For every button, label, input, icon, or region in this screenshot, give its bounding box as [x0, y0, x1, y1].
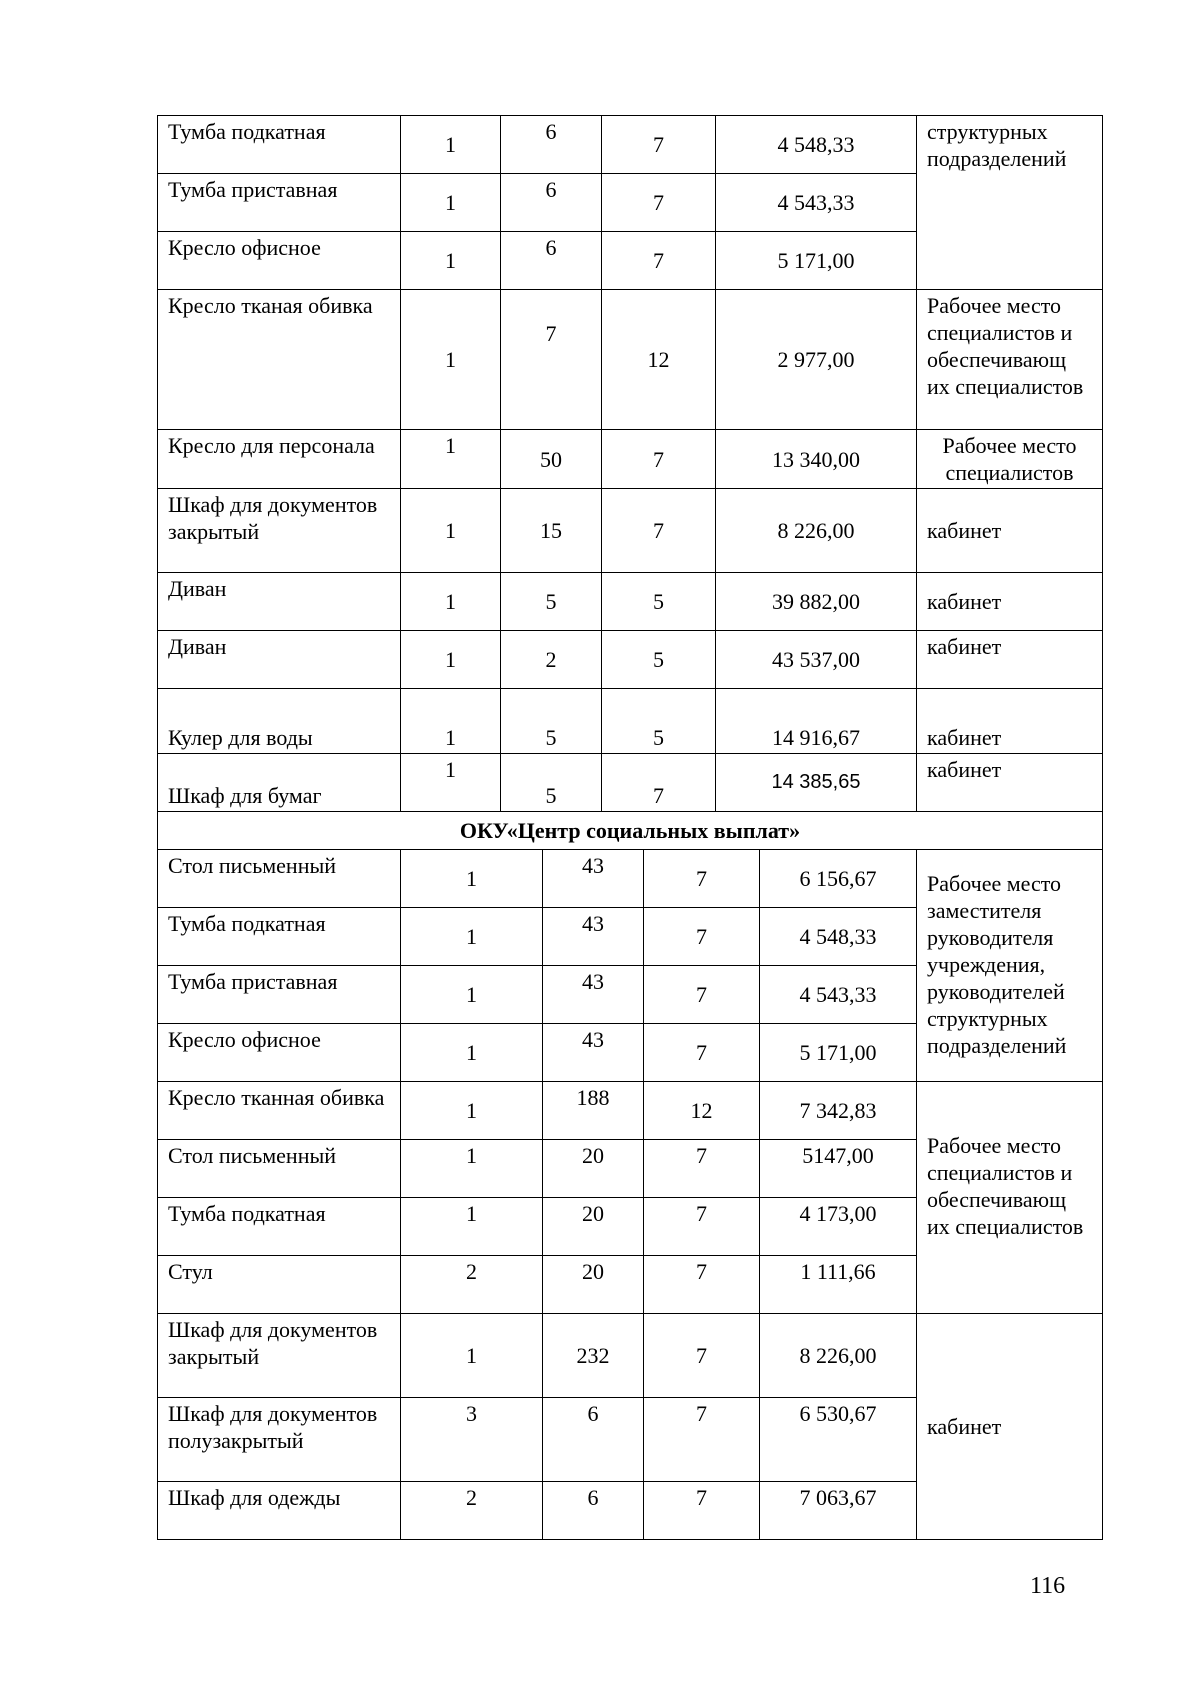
count: 6 [501, 174, 602, 232]
price: 4 173,00 [760, 1198, 917, 1256]
count: 43 [543, 908, 644, 966]
quantity: 3 [401, 1398, 543, 1482]
service-years: 5 [602, 631, 716, 689]
price: 8 226,00 [716, 489, 917, 573]
price: 5 171,00 [716, 232, 917, 290]
count: 6 [501, 232, 602, 290]
price: 5147,00 [760, 1140, 917, 1198]
count: 5 [501, 754, 602, 812]
item-name: Кресло для персонала [158, 430, 401, 489]
service-years: 7 [644, 1198, 760, 1256]
item-name: Тумба подкатная [158, 1198, 401, 1256]
page-number: 116 [1030, 1573, 1066, 1599]
quantity: 1 [401, 290, 501, 430]
quantity: 1 [401, 1314, 543, 1398]
count: 20 [543, 1140, 644, 1198]
quantity: 1 [401, 573, 501, 631]
note: кабинет [917, 754, 1103, 812]
price: 7 342,83 [760, 1082, 917, 1140]
item-name: Кресло тканная обивка [158, 1082, 401, 1140]
quantity: 1 [401, 966, 543, 1024]
table-row [158, 689, 1103, 754]
count: 43 [543, 966, 644, 1024]
quantity: 1 [401, 1140, 543, 1198]
item-name: Шкаф для документов закрытый [158, 1314, 401, 1398]
price: 4 543,33 [760, 966, 917, 1024]
service-years: 12 [644, 1082, 760, 1140]
table-row [158, 631, 1103, 689]
note: кабинет [917, 1314, 1103, 1540]
service-years: 7 [602, 232, 716, 290]
quantity: 1 [401, 174, 501, 232]
quantity: 1 [401, 116, 501, 174]
quantity: 1 [401, 689, 501, 754]
item-name: Тумба приставная [158, 174, 401, 232]
item-name: Шкаф для бумаг [158, 754, 401, 812]
item-name: Диван [158, 631, 401, 689]
service-years: 7 [644, 1398, 760, 1482]
quantity: 1 [401, 908, 543, 966]
count: 6 [501, 116, 602, 174]
quantity: 1 [401, 850, 543, 908]
table-row [158, 754, 1103, 812]
price: 39 882,00 [716, 573, 917, 631]
service-years: 7 [644, 1024, 760, 1082]
item-name: Диван [158, 573, 401, 631]
price: 43 537,00 [716, 631, 917, 689]
item-name: Шкаф для документов закрытый [158, 489, 401, 573]
section-row [158, 812, 1103, 850]
service-years: 7 [602, 754, 716, 812]
count: 50 [501, 430, 602, 489]
count: 20 [543, 1256, 644, 1314]
table-row [158, 489, 1103, 573]
count: 15 [501, 489, 602, 573]
service-years: 7 [644, 850, 760, 908]
service-years: 7 [644, 966, 760, 1024]
price: 13 340,00 [716, 430, 917, 489]
furniture-table [157, 115, 1103, 1540]
price: 6 156,67 [760, 850, 917, 908]
service-years: 7 [602, 489, 716, 573]
price: 8 226,00 [760, 1314, 917, 1398]
count: 2 [501, 631, 602, 689]
table-row [158, 1082, 1103, 1140]
item-name: Кресло офисное [158, 1024, 401, 1082]
quantity: 1 [401, 430, 501, 489]
quantity: 2 [401, 1482, 543, 1540]
price: 5 171,00 [760, 1024, 917, 1082]
table-row [158, 1314, 1103, 1398]
item-name: Кресло тканая обивка [158, 290, 401, 430]
count: 6 [543, 1398, 644, 1482]
price: 14 385,65 [716, 754, 917, 812]
note: кабинет [917, 689, 1103, 754]
service-years: 12 [602, 290, 716, 430]
table-row [158, 116, 1103, 174]
section-title: ОКУ«Центр социальных выплат» [158, 812, 1103, 850]
item-name: Шкаф для одежды [158, 1482, 401, 1540]
count: 20 [543, 1198, 644, 1256]
table-row [158, 290, 1103, 430]
service-years: 7 [602, 174, 716, 232]
price: 7 063,67 [760, 1482, 917, 1540]
quantity: 1 [401, 1024, 543, 1082]
service-years: 7 [644, 1256, 760, 1314]
count: 188 [543, 1082, 644, 1140]
table-row [158, 430, 1103, 489]
table-row [158, 573, 1103, 631]
price: 4 543,33 [716, 174, 917, 232]
item-name: Кресло офисное [158, 232, 401, 290]
price: 2 977,00 [716, 290, 917, 430]
count: 43 [543, 850, 644, 908]
note: Рабочее место специалистов и обеспечивающ их специалистов [917, 290, 1103, 430]
item-name: Шкаф для документов полузакрытый [158, 1398, 401, 1482]
service-years: 7 [602, 430, 716, 489]
table-row [158, 850, 1103, 908]
count: 232 [543, 1314, 644, 1398]
count: 43 [543, 1024, 644, 1082]
quantity: 1 [401, 631, 501, 689]
service-years: 7 [644, 908, 760, 966]
service-years: 5 [602, 573, 716, 631]
count: 5 [501, 573, 602, 631]
service-years: 7 [644, 1482, 760, 1540]
item-name: Кулер для воды [158, 689, 401, 754]
service-years: 7 [602, 116, 716, 174]
price: 6 530,67 [760, 1398, 917, 1482]
count: 5 [501, 689, 602, 754]
note: Рабочее место специалистов и обеспечивающ их специалистов [917, 1082, 1103, 1314]
item-name: Тумба подкатная [158, 908, 401, 966]
count: 6 [543, 1482, 644, 1540]
note: кабинет [917, 489, 1103, 573]
note: структурных подразделений [917, 116, 1103, 290]
item-name: Тумба подкатная [158, 116, 401, 174]
item-name: Стол письменный [158, 850, 401, 908]
quantity: 2 [401, 1256, 543, 1314]
service-years: 7 [644, 1140, 760, 1198]
price: 4 548,33 [760, 908, 917, 966]
price: 14 916,67 [716, 689, 917, 754]
note: кабинет [917, 631, 1103, 689]
note: Рабочее место заместителя руководителя учреждения, руководителей структурных подразделений [917, 850, 1103, 1082]
item-name: Тумба приставная [158, 966, 401, 1024]
service-years: 7 [644, 1314, 760, 1398]
count: 7 [501, 290, 602, 430]
quantity: 1 [401, 754, 501, 812]
quantity: 1 [401, 1082, 543, 1140]
note: Рабочее место специалистов [917, 430, 1103, 489]
item-name: Стол письменный [158, 1140, 401, 1198]
quantity: 1 [401, 232, 501, 290]
quantity: 1 [401, 489, 501, 573]
note: кабинет [917, 573, 1103, 631]
price: 4 548,33 [716, 116, 917, 174]
service-years: 5 [602, 689, 716, 754]
price: 1 111,66 [760, 1256, 917, 1314]
quantity: 1 [401, 1198, 543, 1256]
item-name: Стул [158, 1256, 401, 1314]
